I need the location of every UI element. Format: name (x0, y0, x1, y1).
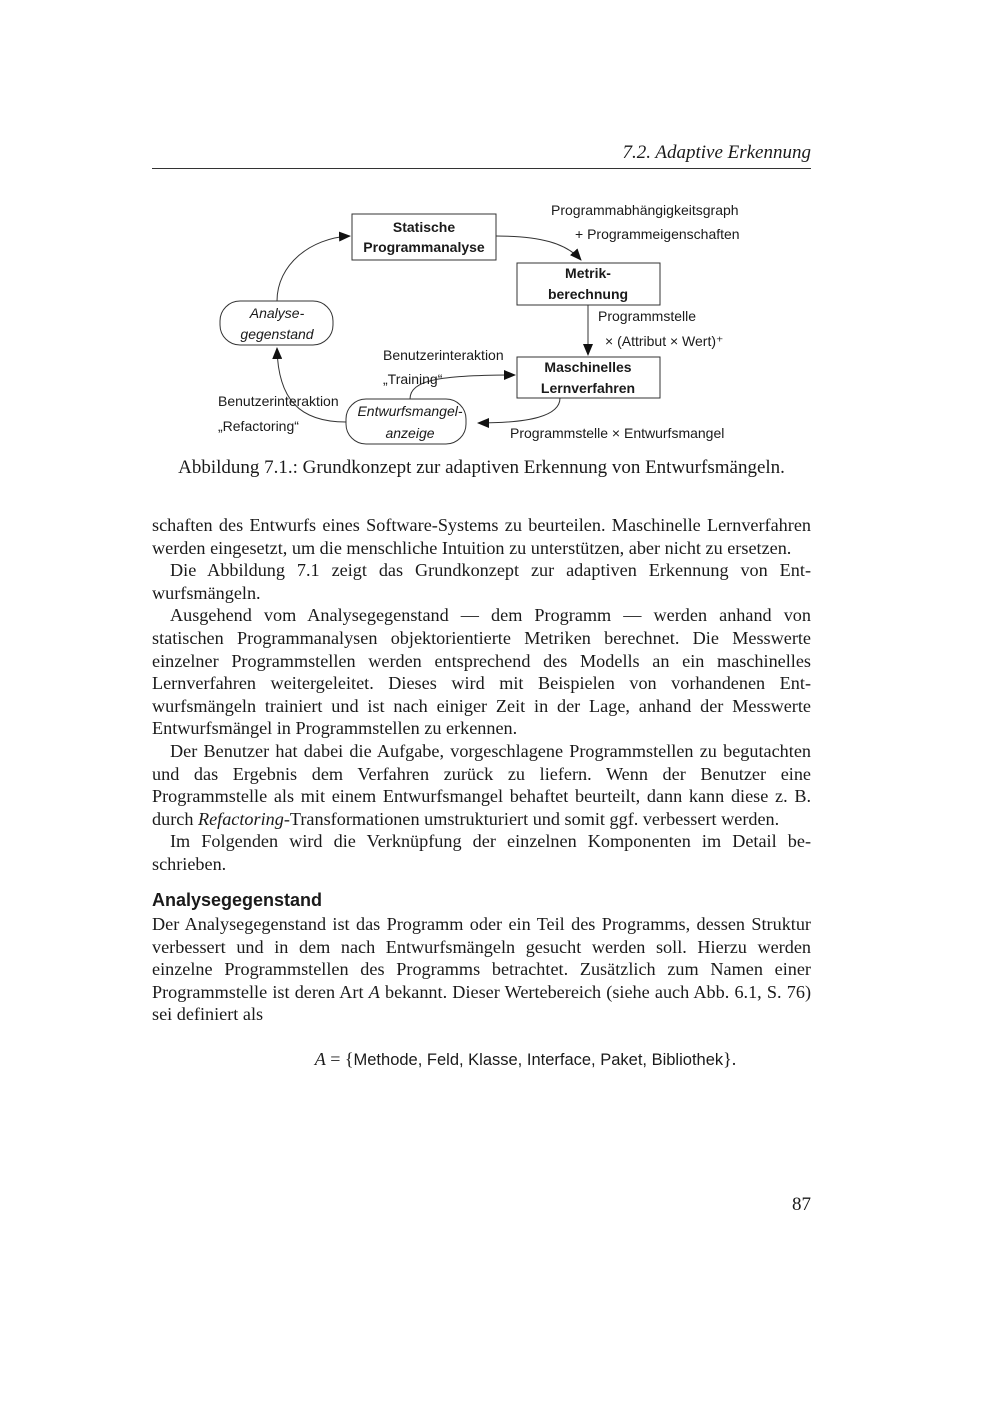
paragraph-4-text-b: -Transformationen umstrukturiert und somit ggf. verbessert werden. (283, 808, 780, 829)
edge-label-ps-em: Programmstelle × Entwurfsmangel (510, 425, 725, 441)
body-text (152, 514, 811, 1072)
edge-label-pag-1: Programmabhängigkeitsgraph (551, 202, 739, 218)
formula (152, 1048, 811, 1072)
edge-ml-to-entwurf (478, 398, 560, 423)
node-label-statische-2: Programmanalyse (363, 239, 485, 255)
paragraph-6-variable: A (368, 981, 380, 1002)
node-label-entwurf-1: Entwurfsmangel- (357, 403, 463, 419)
paragraph-4-text-a: Der Benutzer hat dabei die Aufgabe, vorgeschlagene Programmstellen zu begutachten und das Ergebnis dem Verfahren zurück zu liefern. Wenn der Benutzer eine Programmstelle als mit einem Entwurfsmangel behaftet beurteilt, dann kann diese z. B. durch (152, 740, 811, 829)
edge-label-training-1: Benutzerinteraktion (383, 347, 504, 363)
node-label-entwurf-2: anzeige (385, 425, 435, 441)
node-label-metrik-2: berechnung (547, 286, 629, 302)
page-number: 87 (792, 1194, 811, 1215)
edge-label-pag-2: + Programmeigenschaften (575, 226, 740, 242)
formula-end: }. (723, 1049, 737, 1070)
node-label-ml-2: Lernverfahren (540, 380, 636, 396)
node-label-metrik-1: Metrik- (565, 265, 611, 281)
section-heading: Analysegegenstand (152, 889, 323, 910)
paragraph-4-italic: Refactoring (197, 808, 284, 829)
edge-label-refactoring-1: Benutzerinteraktion (218, 393, 339, 409)
edge-gegenstand-to-analyse (277, 236, 350, 301)
paragraph-6-text-a: Der Analysegegenstand ist das Programm oder ein Teil des Programms, dessen Struktur verbessert und in dem nach Entwurfsmängeln gesucht werden soll. Hierzu werden einzelne Programmstellen des Programms betrachtet. Zusätzlich zum Namen einer Programmstelle ist deren Art (152, 914, 811, 1002)
paragraph-6 (152, 913, 811, 1026)
figure-caption: Abbildung 7.1.: Grundkonzept zur adaptiven Erkennung von Entwurfsmängeln. (178, 457, 785, 478)
node-label-analyse-2: gegenstand (240, 326, 314, 342)
formula-equals: = { (325, 1049, 354, 1070)
node-label-statische-1: Statische (392, 219, 456, 235)
edge-label-training-2: „Training“ (383, 371, 443, 387)
node-label-ml-1: Maschinelles (544, 359, 632, 375)
edge-label-ps-1: Programmstelle (598, 308, 697, 324)
paragraph-6-text-b: bekannt. Dieser Wertebereich (siehe auch Abb. 6.1, S. 76) sei definiert als (152, 981, 811, 1025)
edge-analyse-to-metrik (496, 236, 581, 260)
formula-variable: A (314, 1049, 326, 1070)
formula-set: Methode, Feld, Klasse, Interface, Paket, Bibliothek (353, 1051, 724, 1070)
node-label-analyse-1: Analyse- (249, 305, 305, 321)
edge-label-ps-2: × (Attribut × Wert)⁺ (605, 333, 724, 349)
paragraph-1: schaften des Entwurfs eines Software-Systems zu beurteilen. Maschinelle Lernverfahren werden eingesetzt, um die menschliche Intuition zu unterstützen, aber nicht zu ersetzen. (152, 515, 811, 558)
edge-label-refactoring-2: „Refactoring“ (218, 418, 299, 434)
paragraph-4 (152, 740, 811, 830)
concept-diagram (0, 0, 1000, 460)
paragraph-3: Ausgehend vom Analysegegenstand — dem Programm — werden anhand von statischen Programmanalysen objektorientierte Metriken berechnet. Die Messwerte einzelner Programmstellen werden entsprechend des Modells an ein maschinelles Lernverfahren weitergeleitet. Dieses wird mit Beispielen von vorhandenen Entwurfsmängeln trainiert und ist nach einiger Zeit in der Lage, anhand der Messwerte Entwurfsmängel in Programmstellen zu erkennen. (152, 605, 811, 739)
edge-refactoring (277, 348, 346, 422)
paragraph-5: Im Folgenden wird die Verknüpfung der einzelnen Komponenten im Detail beschrieben. (152, 831, 811, 874)
paragraph-2: Die Abbildung 7.1 zeigt das Grundkonzept zur adaptiven Erkennung von Entwurfsmängeln. (152, 560, 811, 603)
header-title: 7.2. Adaptive Erkennung (622, 142, 811, 163)
